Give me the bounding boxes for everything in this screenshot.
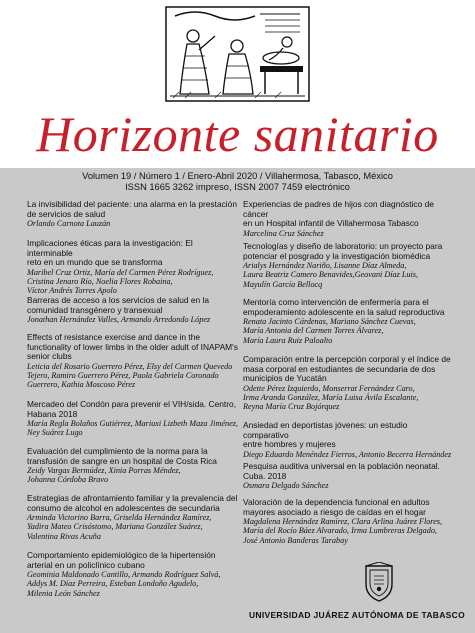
article-authors-line: María del Rocío Báez Alvarado, Irma Lumbreras Delgado,: [243, 526, 437, 536]
article-title-line: de servicios de salud: [27, 208, 106, 219]
article-title-line: Experiencias de padres de hijos con diagnóstico de cáncer: [243, 199, 434, 219]
article-entry[interactable]: [243, 200, 455, 238]
article-title-line: Estrategias de afrontamiento familiar y la prevalencia del: [27, 493, 238, 503]
article-title-line: municipios de Yucatán: [243, 373, 327, 384]
article-entry[interactable]: [243, 421, 455, 459]
article-title-line: Comportamiento epidemiológico de la hipertensión: [27, 550, 216, 560]
article-authors-line: Arminda Victorino Barra, Griselda Hernández Ramírez,: [27, 513, 212, 523]
article-title-line: entre hombres y mujeres: [243, 439, 336, 450]
article-title-line: functionality of lower limbs in the older adult of INAPAM's: [27, 341, 238, 352]
article-authors-line: José Antonio Banderas Tarabay: [243, 535, 348, 545]
article-title-line: Ansiedad en deportistas jóvenes: un estudio comparativo: [243, 420, 408, 440]
article-authors-line: Diego Eduardo Menéndez Fierros, Antonio Becerra Hernández: [243, 449, 452, 459]
journal-title: Horizonte sanitario: [36, 106, 439, 162]
article-title-line: Habana 2018: [27, 408, 78, 419]
article-entry[interactable]: [243, 298, 455, 345]
article-authors-line: María Laura Ruiz Paloalto: [243, 335, 333, 345]
university-shield-logo-icon: [363, 562, 395, 602]
article-authors-line: Milenia León Sánchez: [27, 588, 100, 598]
issue-line: Volumen 19 / Número 1 / Enero-Abril 2020 / Villahermosa, Tabasco, México: [82, 171, 393, 181]
article-entry[interactable]: [27, 239, 239, 295]
article-title-line: senior clubs: [27, 351, 72, 362]
article-title-line: masa corporal en estudiantes de secundaria de dos: [243, 363, 436, 374]
issue-info: [0, 171, 475, 193]
article-title-line: reto en un mundo que se transforma: [27, 257, 163, 268]
article-title-line: Barreras de acceso a los servicios de salud en la: [27, 295, 210, 305]
article-authors-line: Renata Jacinto Cárdenas, Mariano Sánchez Cuevas,: [243, 317, 416, 327]
article-authors-line: Irma Aranda González, María Luisa Ávila Escalante,: [243, 392, 419, 402]
article-authors-line: Víctor Andrés Torres Apolo: [27, 286, 117, 296]
article-authors-line: Yadira Mateo Crisóstomo, Mariana González Suárez,: [27, 522, 203, 532]
article-title-line: Valoración de la dependencia funcional en adultos: [243, 497, 430, 507]
article-authors-line: Ney Suárez Lugo: [27, 428, 83, 438]
article-title-line: Pesquisa auditiva universal en la población neonatal.: [243, 461, 440, 471]
article-entry[interactable]: [27, 447, 239, 485]
article-authors-line: Jonathan Hernández Valles, Armando Arredondo López: [27, 315, 211, 325]
article-authors-line: Magdalena Hernández Ramírez, Clara Arlina Juárez Flores,: [243, 517, 443, 527]
article-title-line: consumo de alcohol en adolescentes de secundaria: [27, 502, 220, 513]
article-authors-line: Mayulín García Bellocq: [243, 279, 323, 289]
article-authors-line: Leticia del Rosario Guerrero Pérez, Elsy del Carmen Quevedo: [27, 361, 233, 371]
article-entry[interactable]: [27, 494, 239, 541]
university-name: UNIVERSIDAD JUÁREZ AUTÓNOMA DE TABASCO: [248, 610, 465, 620]
article-authors-line: María Antonia del Carmen Torres Álvarez,: [243, 326, 384, 336]
article-entry[interactable]: [27, 333, 239, 389]
article-authors-line: Osmara Delgado Sánchez: [243, 481, 329, 491]
article-title-line: arterial en un policlínico cubano: [27, 559, 145, 570]
article-title-line: en un Hospital infantil de Villahermosa Tabasco: [243, 218, 419, 229]
article-title-line: Effects of resistance exercise and dance in the: [27, 332, 201, 342]
issn-line: ISSN 1665 3262 impreso, ISSN 2007 7459 electrónico: [125, 182, 350, 192]
article-authors-line: Cristina Jenaro Río, Noelia Flores Robaina,: [27, 276, 173, 286]
article-title-line: Evaluación del cumplimiento de la norma para la: [27, 446, 208, 456]
article-authors-line: Arialys Hernández Nariño, Lisanne Díaz Almeda,: [243, 261, 407, 271]
article-authors-line: Johanna Córdoba Bravo: [27, 475, 109, 485]
article-title-line: potenciar el posgrado y la investigación biomédica: [243, 250, 431, 261]
article-authors-line: Laura Beatriz Camero Benavides,Geovani Díaz Luis,: [243, 270, 419, 280]
article-authors-line: Geominia Maldonado Cantillo, Armando Rodríguez Salvá,: [27, 570, 221, 580]
article-title-line: mayores asociado a riesgo de caídas en el hogar: [243, 506, 426, 517]
article-title-line: transfusión de sangre en un hospital de Costa Rica: [27, 455, 217, 466]
article-entry[interactable]: [243, 498, 455, 545]
article-title-line: Mentoría como intervención de enfermería para el: [243, 297, 429, 307]
article-authors-line: Orlando Carnota Lauzán: [27, 219, 111, 229]
article-title-line: Implicaciones éticas para la investigación: El interminable: [27, 238, 193, 258]
article-title-line: La invisibilidad del paciente: una alarma en la prestación: [27, 199, 237, 209]
article-title-line: Comparación entre la percepción corporal y el índice de: [243, 354, 451, 364]
article-entry[interactable]: [27, 400, 239, 438]
cover-header: [0, 0, 475, 168]
article-title-line: Mercadeo del Condón para prevenir el VIH/sida. Centro,: [27, 399, 237, 409]
article-entry[interactable]: [27, 296, 239, 324]
article-title-line: Cuba. 2018: [243, 470, 287, 481]
article-authors-line: Zeidy Vargas Bermúdez, Xinia Porras Méndez,: [27, 466, 181, 476]
article-authors-line: María Regla Bolaños Gutiérrez, Mariuxi Lizbeth Maza Jiménez,: [27, 419, 238, 429]
article-authors-line: Marcelina Cruz Sánchez: [243, 228, 324, 238]
article-entry[interactable]: [243, 355, 455, 411]
article-authors-line: Valentina Rivas Acuña: [27, 531, 101, 541]
article-title-line: comunidad transgénero y transexual: [27, 304, 163, 315]
article-authors-line: Tejero, Ramiro Guerrero Pérez, Paola Gabriela Coronado: [27, 370, 219, 380]
woodcut-illustration-icon: [165, 6, 310, 102]
article-authors-line: Reyna María Cruz Bojórquez: [243, 402, 340, 412]
article-entry[interactable]: [243, 462, 455, 490]
article-authors-line: Odette Pérez Izquierdo, Monserrat Fernández Caro,: [243, 383, 415, 393]
article-entry[interactable]: [27, 200, 239, 228]
article-title-line: Tecnologías y diseño de laboratorio: un proyecto para: [243, 241, 443, 251]
article-title-line: empoderamiento adolescente en la salud reproductiva: [243, 306, 445, 317]
article-entry[interactable]: [243, 242, 455, 289]
article-authors-line: Maribel Cruz Ortiz, María del Carmen Pérez Rodríguez,: [27, 267, 214, 277]
article-entry[interactable]: [27, 551, 239, 598]
article-authors-line: Guerrero, Kathia Moscoso Pérez: [27, 380, 136, 390]
article-authors-line: Addys M. Díaz Perreira, Esteban Londoño Agudelo,: [27, 579, 199, 589]
